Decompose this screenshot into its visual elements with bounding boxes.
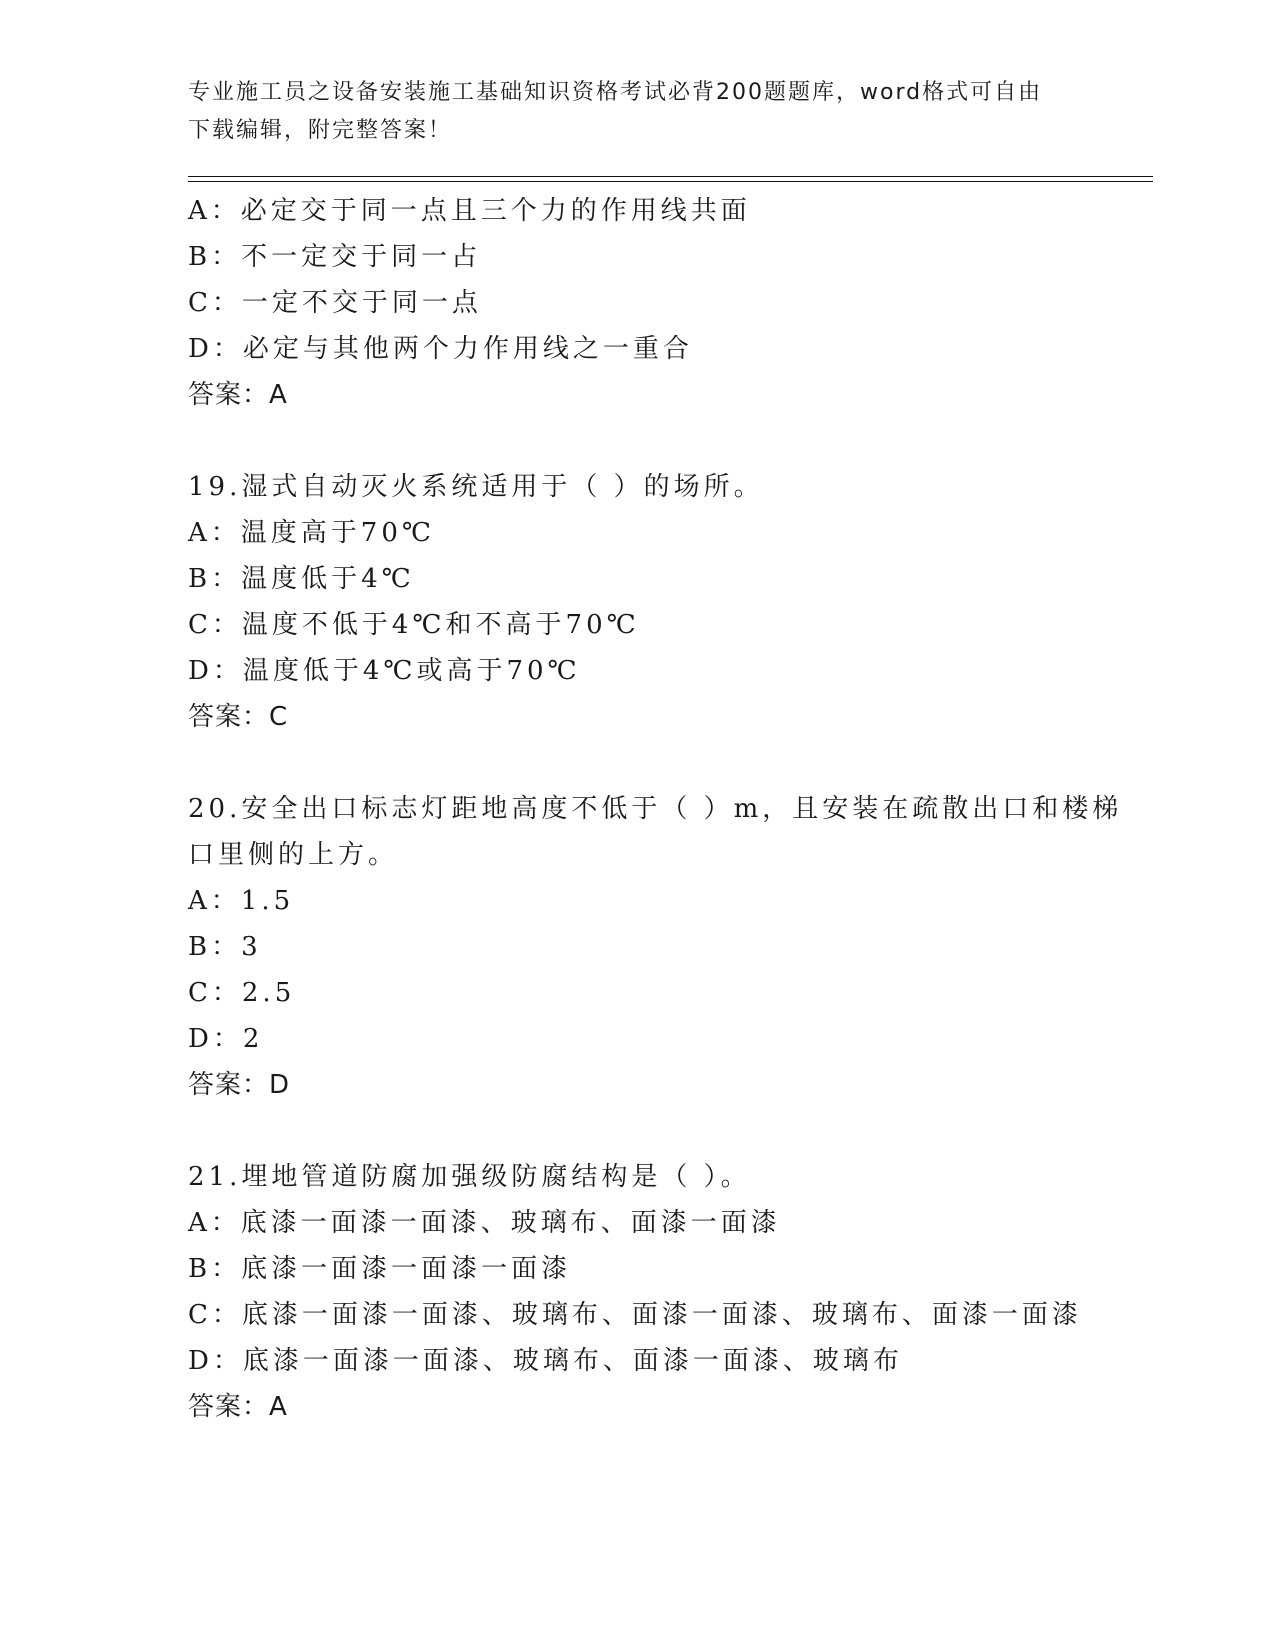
question-21-block	[188, 1154, 1168, 1430]
question-19-block	[188, 464, 1168, 740]
question-list	[188, 188, 1168, 1430]
question-21-option-a: A：底漆一面漆一面漆、玻璃布、面漆一面漆	[188, 1208, 781, 1238]
question-20-option-d: D：2	[188, 1024, 264, 1054]
header-title-line-2: 下载编辑，附完整答案！	[188, 118, 453, 143]
question-18-answer: 答案：A	[188, 380, 288, 410]
header-divider-bottom	[188, 181, 1153, 182]
question-21-option-d: D：底漆一面漆一面漆、玻璃布、面漆一面漆、玻璃布	[188, 1346, 903, 1376]
question-20-text-line-2: 口里侧的上方。	[188, 840, 399, 870]
question-19-text: 19.湿式自动灭火系统适用于（ ）的场所。	[188, 472, 764, 502]
question-18-block	[188, 188, 1168, 418]
question-19-answer: 答案：C	[188, 702, 289, 732]
document-header	[188, 74, 1088, 150]
question-18-option-d: D：必定与其他两个力作用线之一重合	[188, 334, 693, 364]
question-20-option-a: A：1.5	[188, 886, 295, 916]
question-21-option-c: C：底漆一面漆一面漆、玻璃布、面漆一面漆、玻璃布、面漆一面漆	[188, 1300, 1082, 1330]
question-18-option-c: C：一定不交于同一点	[188, 288, 482, 318]
question-19-option-b: B：温度低于4℃	[188, 564, 415, 594]
header-title-line-1: 专业施工员之设备安装施工基础知识资格考试必背200题题库，word格式可自由	[188, 80, 1043, 105]
question-20-block	[188, 786, 1168, 1108]
question-21-option-b: B：底漆一面漆一面漆一面漆	[188, 1254, 572, 1284]
question-19-option-d: D：温度低于4℃或高于70℃	[188, 656, 581, 686]
spacer	[188, 740, 1168, 786]
question-21-text: 21.埋地管道防腐加强级防腐结构是（ ）。	[188, 1162, 751, 1192]
question-21-answer: 答案：A	[188, 1392, 288, 1422]
question-19-option-a: A：温度高于70℃	[188, 518, 435, 548]
question-20-answer: 答案：D	[188, 1070, 291, 1100]
question-19-option-c: C：温度不低于4℃和不高于70℃	[188, 610, 640, 640]
question-18-option-a: A：必定交于同一点且三个力的作用线共面	[188, 196, 751, 226]
question-20-text-line-1: 20.安全出口标志灯距地高度不低于（ ）m，且安装在疏散出口和楼梯	[188, 794, 1123, 824]
question-18-option-b: B：不一定交于同一占	[188, 242, 482, 272]
question-20-option-b: B：3	[188, 932, 262, 962]
header-divider-top	[188, 176, 1153, 177]
question-20-option-c: C：2.5	[188, 978, 296, 1008]
spacer	[188, 418, 1168, 464]
spacer	[188, 1108, 1168, 1154]
